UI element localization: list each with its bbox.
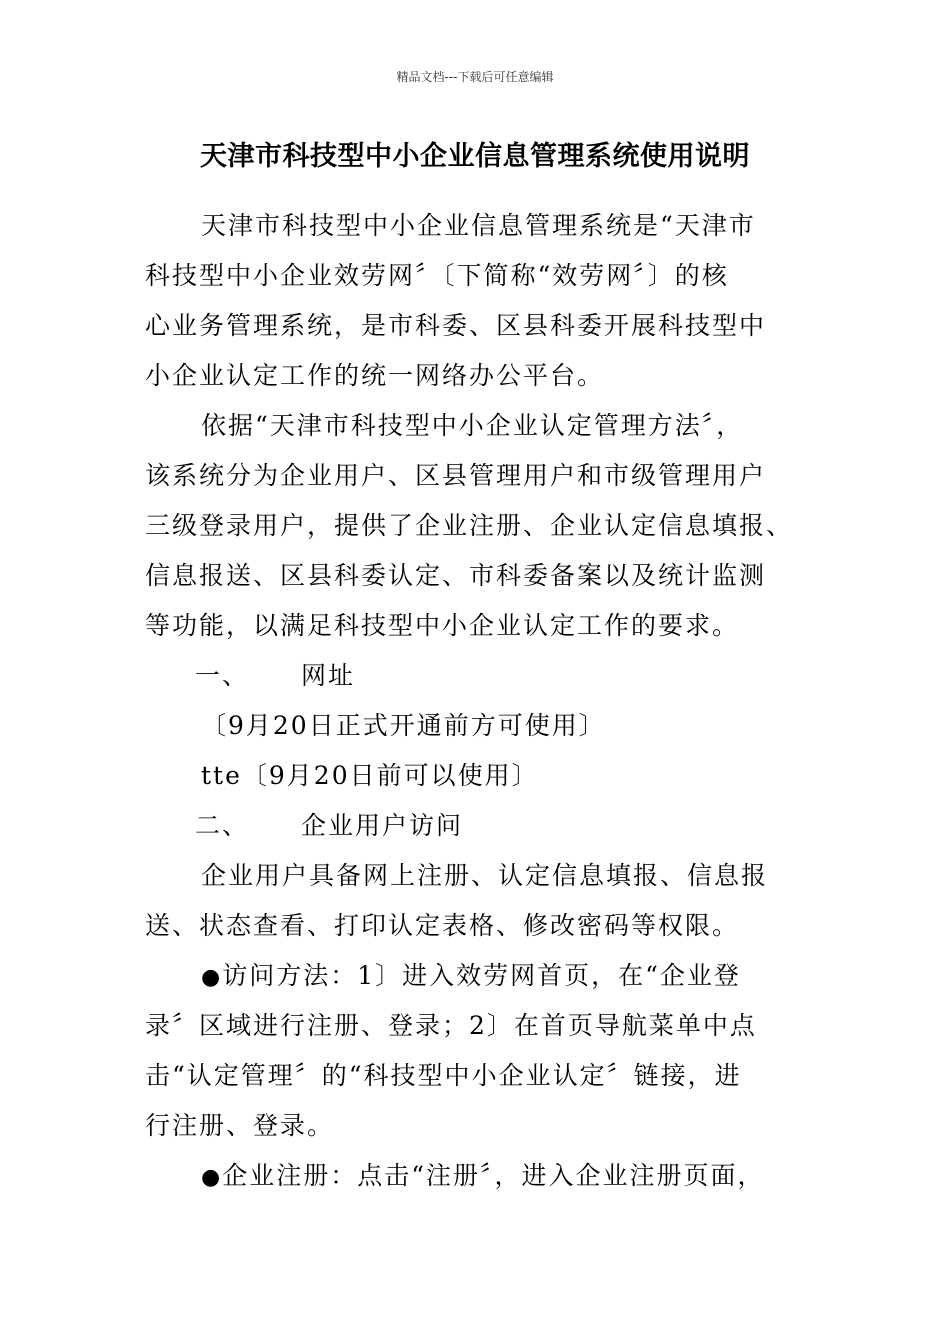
bullet-icon: ●: [201, 1165, 223, 1190]
section-label: 企业用户访问: [301, 811, 464, 840]
bullet-item-enterprise-register: [145, 1156, 835, 1206]
paragraph-line: 天津市科技型中小企业信息管理系统是“天津市: [201, 211, 756, 240]
bullet-item-access-method: [145, 956, 835, 1006]
paragraph-line: 心业务管理系统，是市科委、区县科委开展科技型中: [145, 311, 767, 340]
document-body: [145, 206, 835, 1206]
section-heading-url: [145, 656, 835, 706]
section-number: 一、: [195, 661, 250, 690]
header-note: 精品文档---下载后可任意编辑: [396, 70, 554, 84]
section-number: 二、: [195, 811, 250, 840]
section-label: 网址: [301, 661, 356, 690]
bullet-text: 企业注册：点击“注册〞，进入企业注册页面，: [222, 1161, 765, 1190]
paragraph-line: 科技型中小企业效劳网〞〔下简称“效劳网〞〕的核: [145, 261, 729, 290]
paragraph-line: 行注册、登录。: [145, 1111, 335, 1140]
paragraph-line: 小企业认定工作的统一网络办公平台。: [145, 361, 605, 390]
section-heading-enterprise-access: [145, 806, 835, 856]
paragraph-line: 企业用户具备网上注册、认定信息填报、信息报: [201, 861, 769, 890]
paragraph-line: 依据“天津市科技型中小企业认定管理方法〞，: [201, 411, 744, 440]
paragraph-line: 录〞区域进行注册、登录；2〕在首页导航菜单中点: [145, 1011, 757, 1040]
paragraph-line: tte〔9月20日前可以使用〕: [201, 761, 539, 790]
document-title: 天津市科技型中小企业信息管理系统使用说明: [200, 141, 750, 172]
bullet-text: 访问方法：1〕进入效劳网首页，在“企业登: [222, 961, 741, 990]
paragraph-line: 〔9月20日正式开通前方可使用〕: [201, 711, 606, 740]
bullet-icon: ●: [201, 965, 223, 990]
paragraph-line: 送、状态查看、打印认定表格、修改密码等权限。: [145, 911, 740, 940]
paragraph-line: 等功能，以满足科技型中小企业认定工作的要求。: [145, 611, 740, 640]
paragraph-line: 信息报送、区县科委认定、市科委备案以及统计监测: [145, 561, 767, 590]
paragraph-line: 三级登录用户，提供了企业注册、企业认定信息填报、: [145, 511, 794, 540]
paragraph-line: 击“认定管理〞的“科技型中小企业认定〞链接，进: [145, 1061, 742, 1090]
paragraph-line: 该系统分为企业用户、区县管理用户和市级管理用户: [145, 461, 767, 490]
